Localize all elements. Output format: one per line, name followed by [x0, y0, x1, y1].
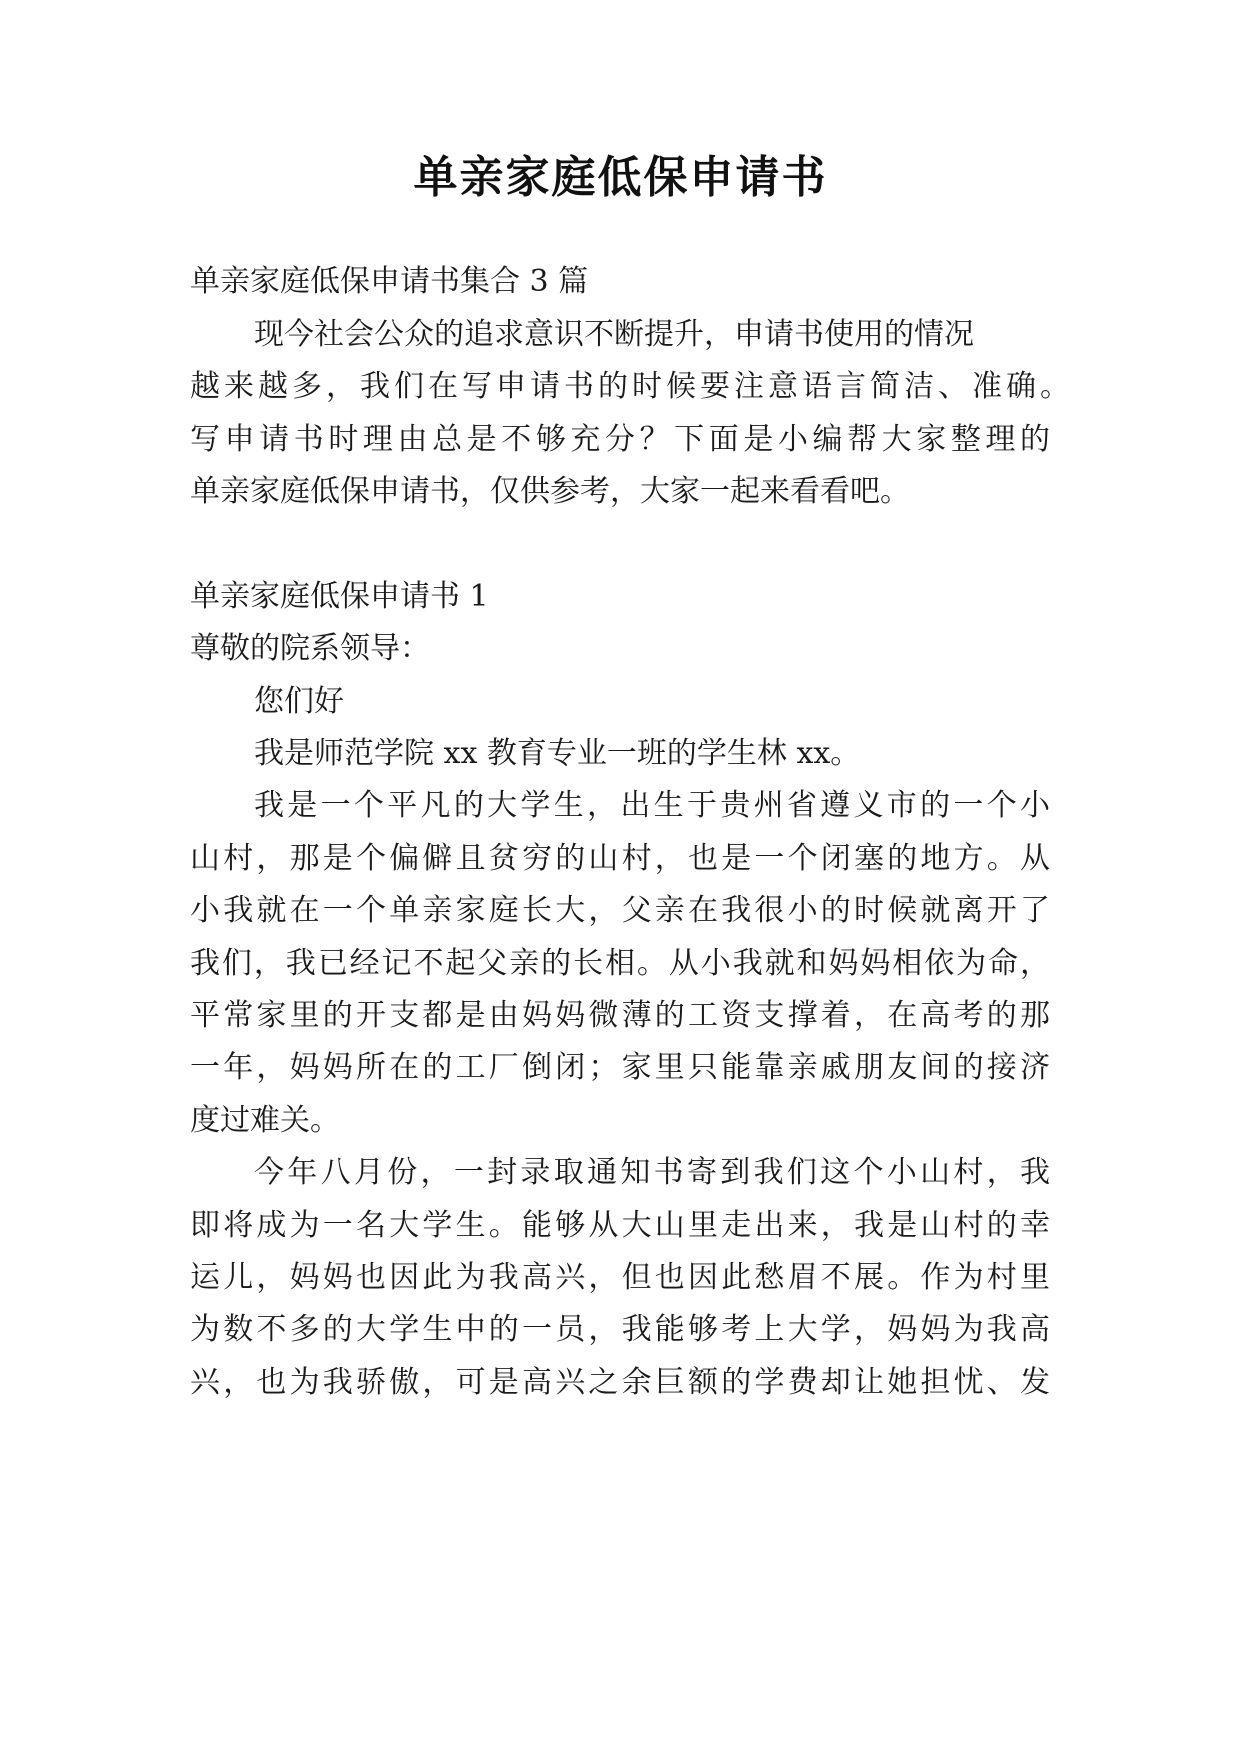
- body-line: 运儿，妈妈也因此为我高兴，但也因此愁眉不展。作为村里: [190, 1260, 1050, 1295]
- greeting: 您们好: [254, 684, 344, 719]
- self-introduction: 我是师范学院 xx 教育专业一班的学生林 xx。: [254, 736, 861, 771]
- body-line: 平常家里的开支都是由妈妈微薄的工资支撑着，在高考的那: [190, 998, 1050, 1033]
- body-line: 度过难关。: [190, 1103, 340, 1138]
- body-line: 为数不多的大学生中的一员，我能够考上大学，妈妈为我高: [190, 1312, 1050, 1347]
- document-title: 单亲家庭低保申请书: [413, 152, 828, 203]
- salutation: 尊敬的院系领导：: [190, 631, 430, 666]
- section-heading: 单亲家庭低保申请书 1: [190, 579, 489, 614]
- body-line: 兴，也为我骄傲，可是高兴之余巨额的学费却让她担忧、发: [190, 1365, 1050, 1400]
- body-line: 一年，妈妈所在的工厂倒闭；家里只能靠亲戚朋友间的接济: [190, 1050, 1050, 1085]
- intro-line: 单亲家庭低保申请书，仅供参考，大家一起来看看吧。: [190, 474, 910, 509]
- body-line: 今年八月份，一封录取通知书寄到我们这个小山村，我: [254, 1155, 1050, 1190]
- body-line: 我是一个平凡的大学生，出生于贵州省遵义市的一个小: [254, 788, 1050, 823]
- intro-line: 写申请书时理由总是不够充分？下面是小编帮大家整理的: [190, 422, 1050, 457]
- body-line: 我们，我已经记不起父亲的长相。从小我就和妈妈相依为命，: [190, 946, 1050, 981]
- body-line: 即将成为一名大学生。能够从大山里走出来，我是山村的幸: [190, 1208, 1050, 1243]
- collection-subtitle: 单亲家庭低保申请书集合 3 篇: [190, 264, 589, 299]
- body-line: 小我就在一个单亲家庭长大，父亲在我很小的时候就离开了: [190, 893, 1050, 928]
- body-line: 山村，那是个偏僻且贫穷的山村，也是一个闭塞的地方。从: [190, 841, 1050, 876]
- intro-line: 越来越多，我们在写申请书的时候要注意语言简洁、准确。: [190, 369, 1070, 404]
- intro-line: 现今社会公众的追求意识不断提升，申请书使用的情况: [254, 317, 974, 352]
